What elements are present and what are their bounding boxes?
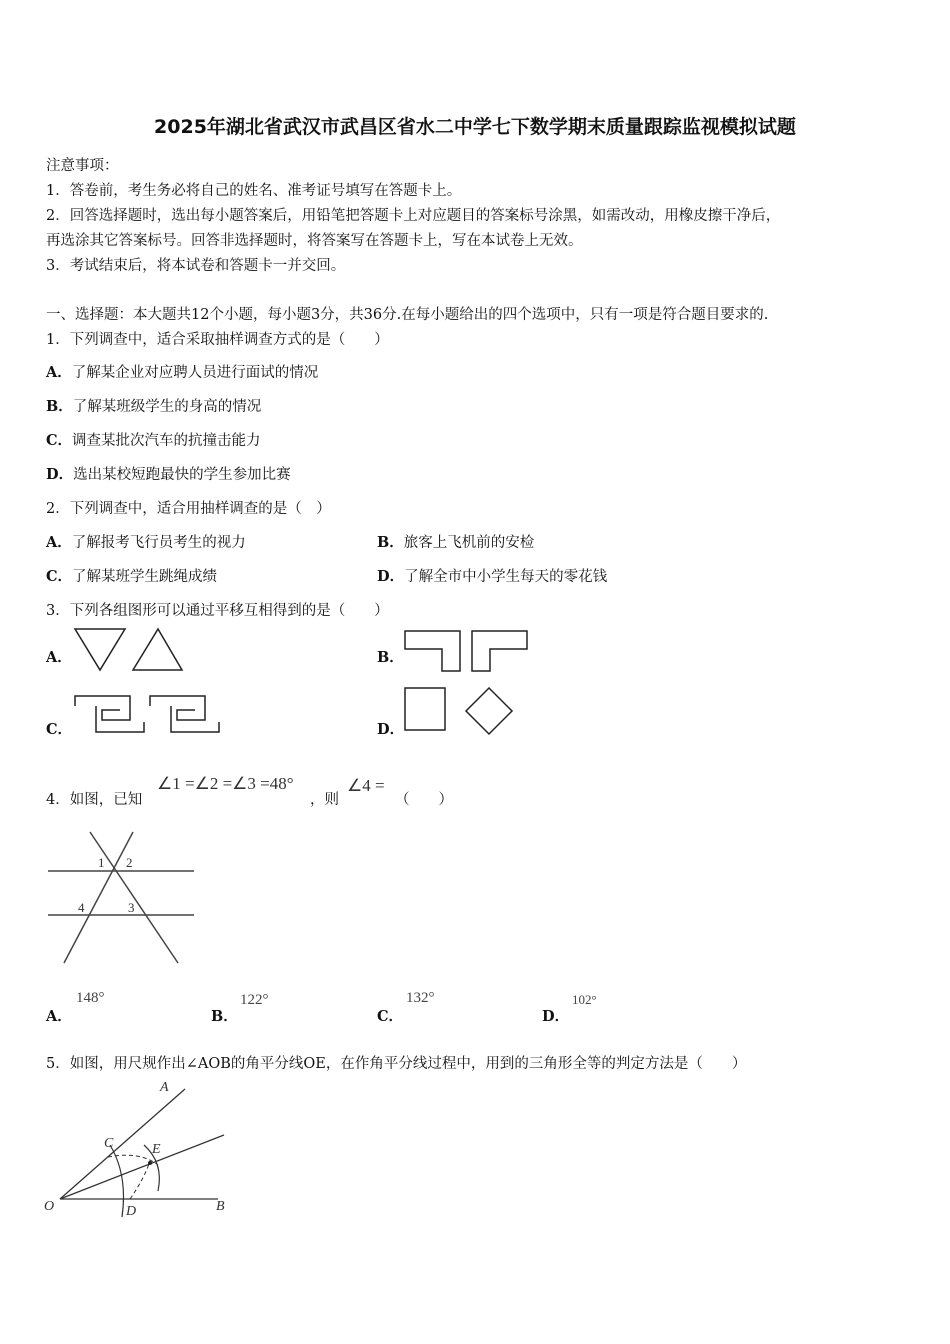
- q4-option-c[interactable]: C．: [377, 1008, 404, 1025]
- q3-figure-d-squares: [403, 686, 518, 738]
- q1-option-b[interactable]: B．了解某班级学生的身高的情况: [46, 398, 262, 415]
- q4-option-c-value: 132°: [406, 990, 435, 1006]
- q4-stem-mid: ，则: [310, 792, 339, 808]
- label-d: D: [126, 1204, 137, 1219]
- question-5-stem: 5．如图，用尺规作出∠AOB的角平分线OE，在作角平分线过程中，用到的三角形全等的判定方法是（ ）: [46, 1056, 747, 1072]
- fig-label-2: 2: [126, 855, 133, 870]
- q2-option-b[interactable]: B．旅客上飞机前的安检: [377, 534, 535, 551]
- q4-option-a-value: 148°: [76, 990, 105, 1006]
- notice-heading: 注意事项：: [46, 158, 119, 174]
- question-1-stem: 1．下列调查中，适合采取抽样调查方式的是（ ）: [46, 332, 389, 348]
- q4-option-b-value: 122°: [240, 992, 269, 1008]
- q4-angle-equation: ∠1 =∠2 =∠3 =48°: [157, 774, 294, 793]
- q4-stem-suffix: （ ）: [395, 792, 453, 808]
- fig-label-3: 3: [128, 900, 135, 915]
- q1-option-a[interactable]: A．了解某企业对应聘人员进行面试的情况: [46, 364, 319, 381]
- q4-option-b[interactable]: B．: [211, 1008, 238, 1025]
- notice-item: 2．回答选择题时，选出每小题答案后，用铅笔把答题卡上对应题目的答案标号涂黑，如需改动，用橡皮擦干净后，: [46, 208, 781, 224]
- question-3-stem: 3．下列各组图形可以通过平移互相得到的是（ ）: [46, 603, 389, 619]
- q2-option-c[interactable]: C．了解某班学生跳绳成绩: [46, 568, 218, 585]
- question-2-stem: 2．下列调查中，适合用抽样调查的是（ ）: [46, 501, 331, 517]
- fig-label-4: 4: [78, 900, 85, 915]
- q1-option-c[interactable]: C．调查某批次汽车的抗撞击能力: [46, 432, 261, 449]
- q3-figure-b-l-shapes: [402, 629, 532, 674]
- page-title: 2025年湖北省武汉市武昌区省水二中学七下数学期末质量跟踪监视模拟试题: [154, 116, 796, 138]
- label-c: C: [104, 1136, 114, 1151]
- q5-angle-bisector-figure: [40, 1075, 240, 1225]
- notice-item: 再选涂其它答案标号。回答非选择题时，将答案写在答题卡上，写在本试卷上无效。: [46, 233, 583, 249]
- section-heading: 一、选择题：本大题共12个小题，每小题3分，共36分.在每小题给出的四个选项中，只有一项是符合题目要求的.: [46, 307, 769, 323]
- q2-option-d[interactable]: D．了解全市中小学生每天的零花钱: [377, 568, 608, 585]
- q4-option-a[interactable]: A．: [46, 1008, 72, 1025]
- q3-option-c-label[interactable]: C．: [46, 721, 73, 738]
- q3-option-d-label[interactable]: D．: [377, 721, 405, 738]
- label-a: A: [160, 1080, 169, 1095]
- q1-option-d[interactable]: D．选出某校短跑最快的学生参加比赛: [46, 466, 291, 483]
- q4-option-d-value: 102°: [572, 992, 597, 1007]
- q3-option-a-label[interactable]: A．: [46, 649, 72, 666]
- notice-item: 3．考试结束后，将本试卷和答题卡一并交回。: [46, 258, 346, 274]
- label-b: B: [216, 1199, 225, 1214]
- q3-figure-a-triangles: [72, 627, 187, 675]
- q4-option-d[interactable]: D．: [542, 1008, 570, 1025]
- label-e: E: [152, 1142, 161, 1157]
- q3-figure-c-spirals: [72, 694, 222, 736]
- question-4-stem: 4．如图，已知: [46, 792, 143, 808]
- notice-item: 1．答卷前，考生务必将自己的姓名、准考证号填写在答题卡上。: [46, 183, 462, 199]
- q4-angle-4: ∠4 =: [347, 776, 385, 795]
- label-o: O: [44, 1199, 55, 1214]
- fig-label-1: 1: [98, 855, 105, 870]
- q3-option-b-label[interactable]: B．: [377, 649, 404, 666]
- q4-parallel-lines-figure: [46, 830, 196, 965]
- q2-option-a[interactable]: A．了解报考飞行员考生的视力: [46, 534, 246, 551]
